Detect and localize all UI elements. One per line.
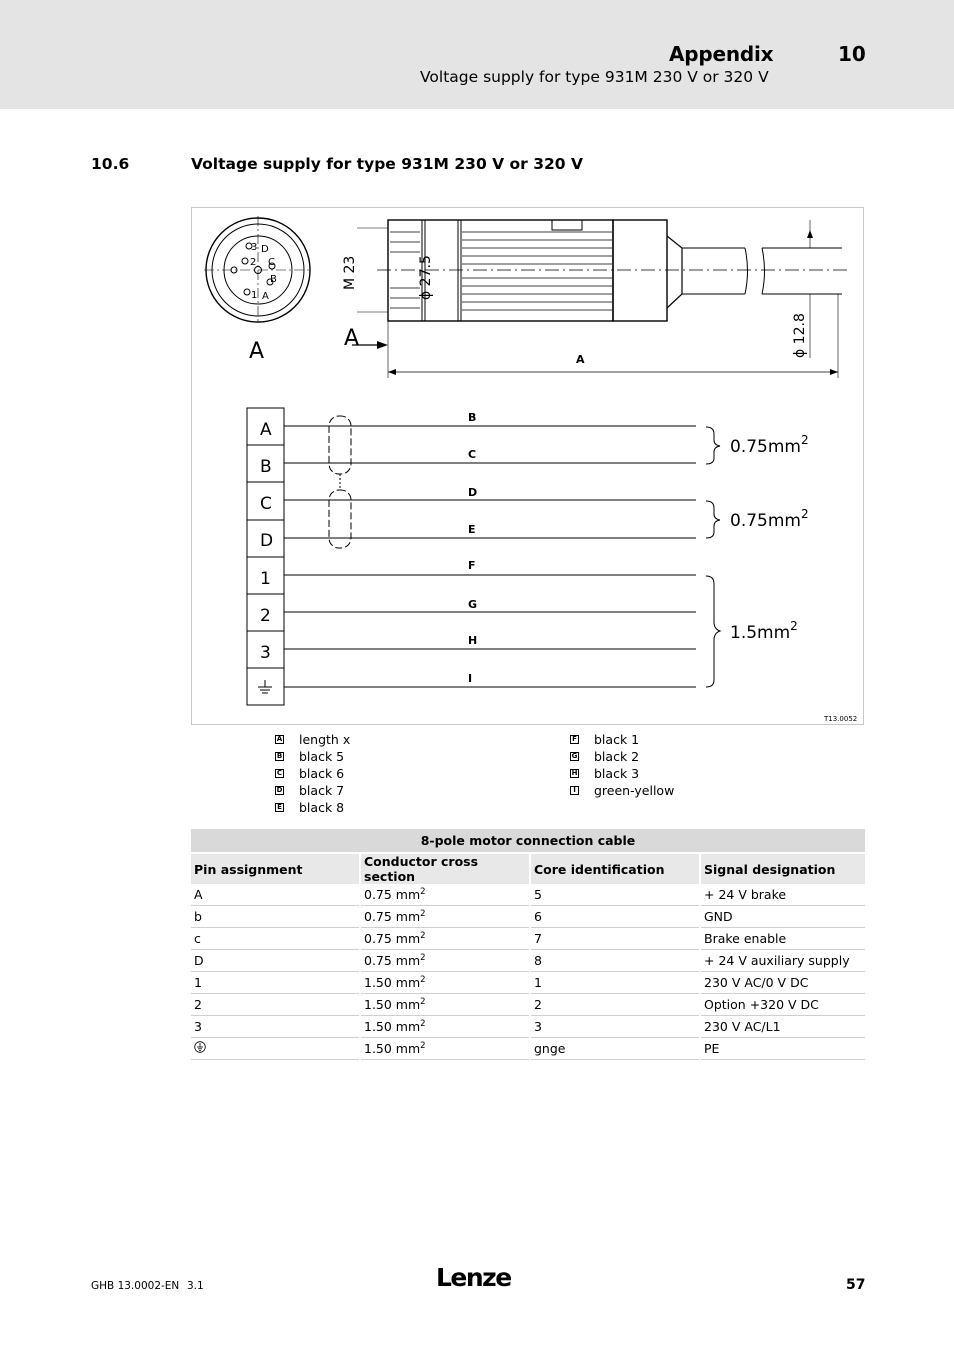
figure-code: T13.0052 <box>824 715 858 723</box>
cross-section-cell: 1.50 $mm^2$ <box>360 1016 530 1038</box>
legend-item <box>275 799 350 816</box>
signal-cell: Brake enable <box>700 928 865 950</box>
core-cell: 1 <box>530 972 700 994</box>
ground-icon <box>258 680 272 693</box>
section-title: Voltage supply for type 931M 230 V or 320 V <box>191 155 583 173</box>
cross-section-cell: 1.50 $mm^2$ <box>360 1038 530 1060</box>
core-cell: 6 <box>530 906 700 928</box>
legend-item <box>275 765 350 782</box>
cable-diameter-dimension: ϕ 12.8 <box>792 313 808 358</box>
connector-face <box>204 216 312 324</box>
legend-item <box>570 765 674 782</box>
pin-label: 3 <box>251 242 258 253</box>
wire-callout: B <box>468 411 477 424</box>
doc-number: GHB 13.0002-EN <box>91 1280 180 1292</box>
column-header: Core identification <box>530 853 700 884</box>
header-band <box>0 0 954 109</box>
legend-text: green-yellow <box>594 783 675 798</box>
signal-cell: 230 V AC/0 V DC <box>700 972 865 994</box>
cross-section-cell: 0.75 $mm^2$ <box>360 906 530 928</box>
legend-text: black 6 <box>299 766 345 781</box>
legend-key: G <box>571 752 578 760</box>
signal-cell: + 24 V brake <box>700 884 865 906</box>
signal-cell: 230 V AC/L1 <box>700 1016 865 1038</box>
connector-drawing <box>192 208 865 726</box>
legend-text: black 5 <box>299 749 345 764</box>
legend-text: black 1 <box>594 732 640 747</box>
legend-text: black 3 <box>594 766 640 781</box>
table-row <box>191 972 865 994</box>
earth-ground-icon <box>194 1041 206 1053</box>
legend-item <box>275 748 350 765</box>
cross-section-label: $1.5mm^2$ <box>730 619 798 643</box>
pin-label: 1 <box>251 290 258 301</box>
pin-label: B <box>270 274 277 285</box>
pin-cell: b <box>191 906 360 928</box>
column-header: Pin assignment <box>191 853 360 884</box>
core-cell: 2 <box>530 994 700 1016</box>
legend-key: B <box>276 752 283 760</box>
legend-item <box>570 731 674 748</box>
table-row <box>191 994 865 1016</box>
table-row <box>191 1038 865 1060</box>
pin-cell: D <box>191 950 360 972</box>
chapter-title: Appendix <box>669 42 774 66</box>
table-row <box>191 906 865 928</box>
column-header: Conductor cross section <box>360 853 530 884</box>
pin-cell: 2 <box>191 994 360 1016</box>
legend-text: black 2 <box>594 749 640 764</box>
braces <box>706 427 720 687</box>
terminal-label: B <box>260 457 272 477</box>
view-label: A <box>249 339 265 364</box>
core-cell: 7 <box>530 928 700 950</box>
legend-item <box>275 782 350 799</box>
table-row <box>191 950 865 972</box>
legend-key: E <box>275 803 284 812</box>
wire-callout: D <box>468 486 478 499</box>
signal-cell: Option +320 V DC <box>700 994 865 1016</box>
legend-right <box>570 731 674 799</box>
pin-cell: c <box>191 928 360 950</box>
thread-dimension: M 23 <box>342 255 358 290</box>
motor-cable-table <box>191 829 865 1060</box>
terminal-label: 2 <box>260 606 271 626</box>
doc-version: 3.1 <box>187 1280 204 1292</box>
legend-key: D <box>276 786 283 794</box>
cross-section-cell: 1.50 $mm^2$ <box>360 972 530 994</box>
chapter-subtitle: Voltage supply for type 931M 230 V or 320 V <box>420 68 769 86</box>
terminal-label: 1 <box>260 569 271 589</box>
core-cell: gnge <box>530 1038 700 1060</box>
pin-label: D <box>261 244 269 255</box>
page-number: 57 <box>846 1277 866 1293</box>
wire-callout: H <box>468 634 478 647</box>
chapter-number: 10 <box>838 42 866 66</box>
legend-left <box>275 731 350 816</box>
legend-key: F <box>570 735 579 744</box>
cross-section-label: $0.75mm^2$ <box>730 507 809 531</box>
wire-callout: E <box>468 523 476 536</box>
signal-cell: GND <box>700 906 865 928</box>
wire-callout: I <box>468 672 473 685</box>
terminal-label: 3 <box>260 643 271 663</box>
column-header: Signal designation <box>700 853 865 884</box>
pin-cell: 3 <box>191 1016 360 1038</box>
lenze-logo: Lenze <box>436 1263 511 1292</box>
legend-key: H <box>571 769 578 777</box>
legend-text: black 8 <box>299 800 345 815</box>
length-callout: A <box>576 353 585 366</box>
core-cell: 8 <box>530 950 700 972</box>
diameter-dimension: ϕ 27.5 <box>418 255 434 300</box>
pin-label: A <box>262 291 269 302</box>
table-row <box>191 928 865 950</box>
core-cell: 5 <box>530 884 700 906</box>
wire-callout: C <box>468 448 477 461</box>
legend-text: length x <box>299 732 351 747</box>
cross-section-cell: 0.75 $mm^2$ <box>360 884 530 906</box>
pin-cell: A <box>191 884 360 906</box>
cross-section-cell: 1.50 $mm^2$ <box>360 994 530 1016</box>
wire-callout: F <box>468 559 476 572</box>
legend-item <box>570 748 674 765</box>
legend-item <box>570 782 674 799</box>
pin-label: 2 <box>250 257 257 268</box>
terminal-label: C <box>260 494 272 514</box>
connector-figure <box>191 207 864 725</box>
terminal-label: A <box>260 420 272 440</box>
section-number: 10.6 <box>91 155 130 173</box>
table-row <box>191 884 865 906</box>
legend-text: black 7 <box>299 783 345 798</box>
pin-cell: 1 <box>191 972 360 994</box>
cross-section-cell: 0.75 $mm^2$ <box>360 928 530 950</box>
table-row <box>191 1016 865 1038</box>
signal-cell: + 24 V auxiliary supply <box>700 950 865 972</box>
core-cell: 3 <box>530 1016 700 1038</box>
signal-cell: PE <box>700 1038 865 1060</box>
pin-cell <box>191 1038 360 1060</box>
shield-pairs <box>329 416 351 548</box>
legend-key: C <box>276 769 283 777</box>
wires <box>284 426 696 687</box>
cross-section-cell: 0.75 $mm^2$ <box>360 950 530 972</box>
terminal-label: D <box>260 531 274 551</box>
cross-section-label: $0.75mm^2$ <box>730 433 809 457</box>
pin-label: C <box>268 257 275 268</box>
legend-key: I <box>570 786 579 795</box>
legend-item <box>275 731 350 748</box>
wire-callout: G <box>468 598 478 611</box>
view-arrow-label: A <box>344 326 360 351</box>
legend-key: A <box>276 735 283 743</box>
table-caption: 8-pole motor connection cable <box>191 829 865 853</box>
